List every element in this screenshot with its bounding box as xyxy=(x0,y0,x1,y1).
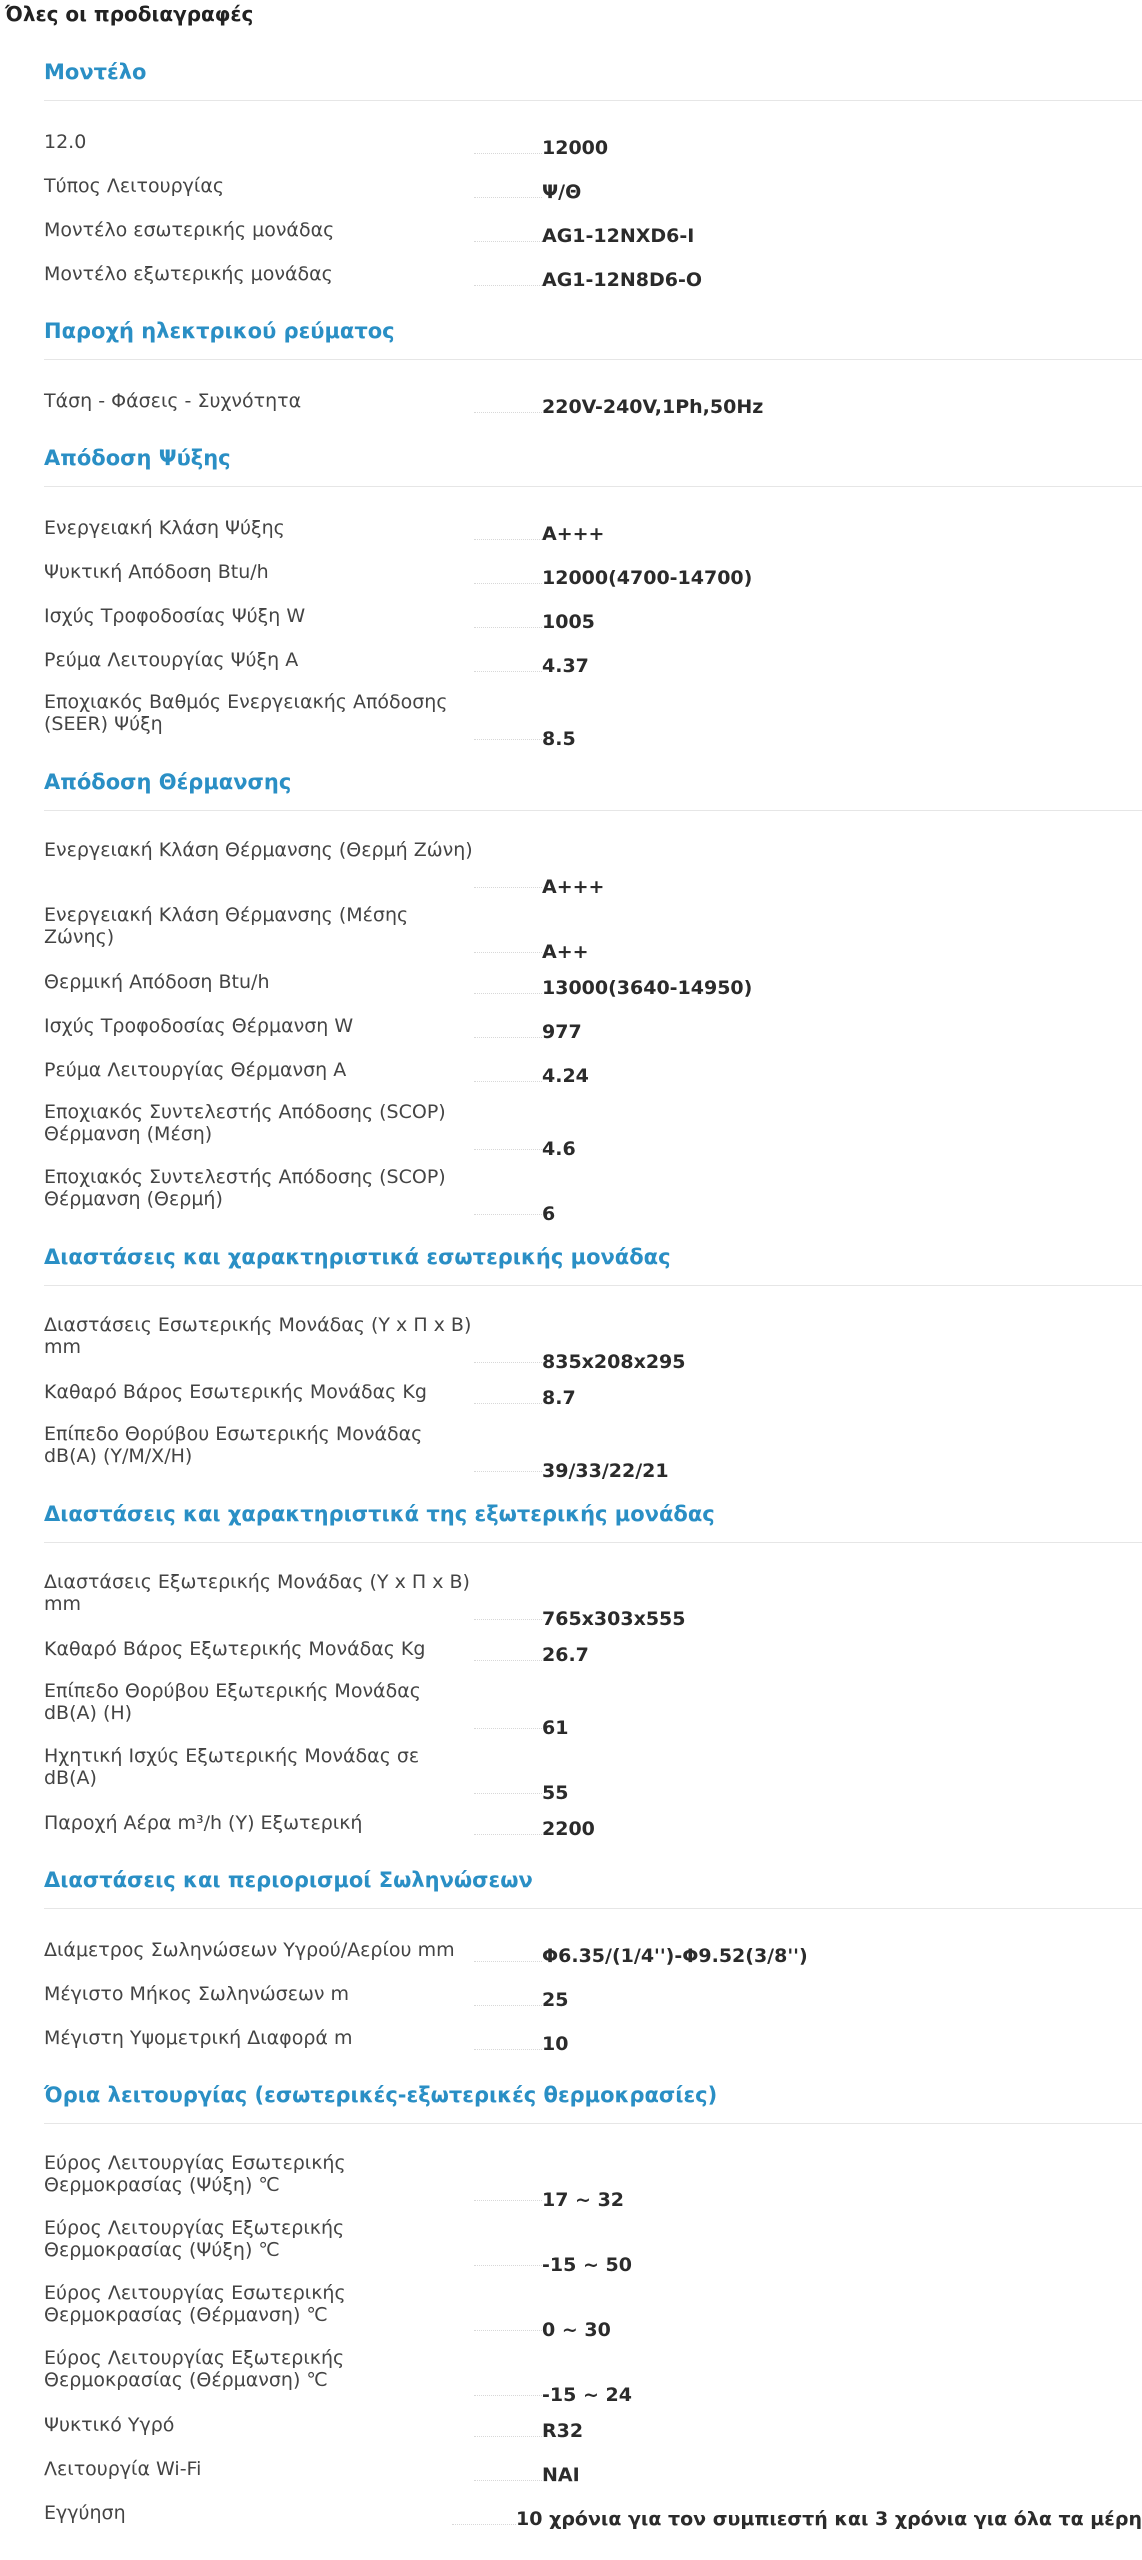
spec-row xyxy=(44,171,1142,215)
spec-value: 220V-240V,1Ph,50Hz xyxy=(542,396,764,418)
spec-row xyxy=(44,689,1142,754)
page-title: Όλες οι προδιαγραφές xyxy=(5,2,254,26)
spec-row xyxy=(44,1011,1142,1055)
specifications-list xyxy=(44,44,1142,2542)
spec-section xyxy=(44,303,1142,430)
spec-row xyxy=(44,645,1142,689)
dotted-leader xyxy=(474,887,542,888)
dotted-leader xyxy=(474,241,542,242)
spec-value: -15 ~ 50 xyxy=(542,2254,632,2276)
spec-value: AG1-12N8D6-O xyxy=(542,269,702,291)
dotted-leader xyxy=(474,153,542,154)
spec-row xyxy=(44,1164,1142,1229)
spec-section xyxy=(44,1486,1142,1852)
spec-value: 765x303x555 xyxy=(542,1608,686,1630)
spec-value: 12000(4700-14700) xyxy=(542,567,753,589)
section-title: Διαστάσεις και χαρακτηριστικά εσωτερικής μονάδας xyxy=(44,1229,1142,1286)
spec-value: A++ xyxy=(542,941,589,963)
spec-value: Φ6.35/(1/4'')-Φ9.52(3/8'') xyxy=(542,1945,808,1967)
dotted-leader xyxy=(474,1081,542,1082)
spec-row xyxy=(44,1377,1142,1421)
spec-label: Μοντέλο εξωτερικής μονάδας xyxy=(44,263,333,285)
spec-row xyxy=(44,1312,1142,1377)
spec-section xyxy=(44,430,1142,754)
spec-value: 25 xyxy=(542,1989,569,2011)
section-title: Όρια λειτουργίας (εσωτερικές-εξωτερικές θερμοκρασίες) xyxy=(44,2067,1142,2124)
spec-label: Επίπεδο Θορύβου Εξωτερικής Μονάδας dB(A) (Η) xyxy=(44,1680,421,1724)
spec-label: Ηχητική Ισχύς Εξωτερικής Μονάδας σε dB(A) xyxy=(44,1745,420,1789)
spec-label: 12.0 xyxy=(44,131,87,153)
spec-row xyxy=(44,557,1142,601)
spec-value: R32 xyxy=(542,2420,584,2442)
spec-label: Εγγύηση xyxy=(44,2502,126,2524)
spec-value: 4.24 xyxy=(542,1065,589,1087)
spec-row xyxy=(44,2280,1142,2345)
spec-value: 39/33/22/21 xyxy=(542,1460,669,1482)
spec-label: Διάμετρος Σωληνώσεων Υγρού/Αερίου mm xyxy=(44,1939,455,1961)
dotted-leader xyxy=(474,952,542,953)
spec-value: 17 ~ 32 xyxy=(542,2189,625,2211)
spec-label: Καθαρό Βάρος Εξωτερικής Μονάδας Kg xyxy=(44,1638,426,1660)
section-title: Διαστάσεις και χαρακτηριστικά της εξωτερικής μονάδας xyxy=(44,1486,1142,1543)
spec-label: Ρεύμα Λειτουργίας Ψύξη A xyxy=(44,649,299,671)
spec-value: 4.37 xyxy=(542,655,589,677)
spec-value: 55 xyxy=(542,1782,569,1804)
dotted-leader xyxy=(474,1149,542,1150)
dotted-leader xyxy=(474,2330,542,2331)
section-title: Παροχή ηλεκτρικού ρεύματος xyxy=(44,303,1142,360)
spec-label: Ψυκτικό Υγρό xyxy=(44,2414,175,2436)
spec-value: 0 ~ 30 xyxy=(542,2319,611,2341)
spec-value: 1005 xyxy=(542,611,595,633)
section-title: Διαστάσεις και περιορισμοί Σωληνώσεων xyxy=(44,1852,1142,1909)
spec-label: Ενεργειακή Κλάση Ψύξης xyxy=(44,517,285,539)
dotted-leader xyxy=(474,2200,542,2201)
spec-row xyxy=(44,1743,1142,1808)
spec-label: Εύρος Λειτουργίας Εσωτερικής Θερμοκρασίας (Ψύξη) ℃ xyxy=(44,2152,346,2196)
spec-row xyxy=(44,1421,1142,1486)
dotted-leader xyxy=(474,2265,542,2266)
dotted-leader xyxy=(474,1362,542,1363)
spec-row xyxy=(44,2023,1142,2067)
spec-row xyxy=(44,902,1142,967)
dotted-leader xyxy=(474,539,542,540)
dotted-leader xyxy=(452,2524,516,2525)
dotted-leader xyxy=(474,1660,542,1661)
spec-row xyxy=(44,2345,1142,2410)
dotted-leader xyxy=(474,2436,542,2437)
dotted-leader xyxy=(474,993,542,994)
dotted-leader xyxy=(474,1471,542,1472)
dotted-leader xyxy=(474,1037,542,1038)
spec-section xyxy=(44,754,1142,1229)
spec-value: 26.7 xyxy=(542,1644,589,1666)
spec-label: Ισχύς Τροφοδοσίας Θέρμανση W xyxy=(44,1015,354,1037)
spec-row xyxy=(44,2150,1142,2215)
spec-row xyxy=(44,386,1142,430)
spec-value: 13000(3640-14950) xyxy=(542,977,753,999)
dotted-leader xyxy=(474,1619,542,1620)
spec-value: 61 xyxy=(542,1717,569,1739)
spec-row xyxy=(44,259,1142,303)
dotted-leader xyxy=(474,2480,542,2481)
spec-label: Διαστάσεις Εξωτερικής Μονάδας (Υ x Π x Β) mm xyxy=(44,1571,470,1615)
spec-value: 4.6 xyxy=(542,1138,576,1160)
spec-label: Ψυκτική Απόδοση Btu/h xyxy=(44,561,269,583)
spec-row xyxy=(44,2410,1142,2454)
spec-label: Μοντέλο εσωτερικής μονάδας xyxy=(44,219,335,241)
spec-label: Ρεύμα Λειτουργίας Θέρμανση A xyxy=(44,1059,347,1081)
spec-label: Λειτουργία Wi-Fi xyxy=(44,2458,202,2480)
dotted-leader xyxy=(474,1834,542,1835)
dotted-leader xyxy=(474,197,542,198)
spec-row xyxy=(44,601,1142,645)
spec-label: Τύπος Λειτουργίας xyxy=(44,175,225,197)
spec-value: 12000 xyxy=(542,137,609,159)
spec-value: 6 xyxy=(542,1203,556,1225)
spec-value: 977 xyxy=(542,1021,582,1043)
spec-label: Εποχιακός Συντελεστής Απόδοσης (SCOP) Θέρμανση (Μέση) xyxy=(44,1101,446,1145)
spec-value: ΝΑΙ xyxy=(542,2464,580,2486)
spec-row xyxy=(44,837,1142,902)
spec-value: 10 xyxy=(542,2033,569,2055)
spec-row xyxy=(44,127,1142,171)
spec-label: Παροχή Αέρα m³/h (Υ) Εξωτερική xyxy=(44,1812,363,1834)
spec-label: Εύρος Λειτουργίας Εσωτερικής Θερμοκρασίας (Θέρμανση) ℃ xyxy=(44,2282,346,2326)
dotted-leader xyxy=(474,1728,542,1729)
dotted-leader xyxy=(474,1214,542,1215)
spec-label: Τάση - Φάσεις - Συχνότητα xyxy=(44,390,302,412)
spec-value: AG1-12NXD6-I xyxy=(542,225,695,247)
spec-value: 10 χρόνια για τον συμπιεστή και 3 χρόνια για όλα τα μέρη xyxy=(516,2508,1142,2530)
dotted-leader xyxy=(474,1961,542,1962)
dotted-leader xyxy=(474,627,542,628)
spec-label: Ισχύς Τροφοδοσίας Ψύξη W xyxy=(44,605,306,627)
spec-label: Ενεργειακή Κλάση Θέρμανσης (Θερμή Ζώνη) xyxy=(44,839,473,861)
spec-value: 2200 xyxy=(542,1818,595,1840)
spec-row xyxy=(44,513,1142,557)
spec-row xyxy=(44,2215,1142,2280)
dotted-leader xyxy=(474,1793,542,1794)
spec-label: Επίπεδο Θορύβου Εσωτερικής Μονάδας dB(A) (Υ/Μ/Χ/Η) xyxy=(44,1423,423,1467)
dotted-leader xyxy=(474,285,542,286)
dotted-leader xyxy=(474,739,542,740)
spec-label: Μέγιστο Μήκος Σωληνώσεων m xyxy=(44,1983,350,2005)
spec-value: 8.5 xyxy=(542,728,576,750)
spec-section xyxy=(44,2067,1142,2542)
spec-value: 835x208x295 xyxy=(542,1351,686,1373)
spec-value: A+++ xyxy=(542,523,605,545)
spec-label: Καθαρό Βάρος Εσωτερικής Μονάδας Kg xyxy=(44,1381,427,1403)
section-title: Απόδοση Θέρμανσης xyxy=(44,754,1142,811)
dotted-leader xyxy=(474,412,542,413)
spec-row xyxy=(44,1569,1142,1634)
spec-row xyxy=(44,1055,1142,1099)
section-title: Μοντέλο xyxy=(44,44,1142,101)
spec-label: Μέγιστη Υψομετρική Διαφορά m xyxy=(44,2027,353,2049)
spec-label: Εύρος Λειτουργίας Εξωτερικής Θερμοκρασίας (Θέρμανση) ℃ xyxy=(44,2347,345,2391)
spec-row xyxy=(44,215,1142,259)
spec-label: Θερμική Απόδοση Btu/h xyxy=(44,971,270,993)
spec-label: Εύρος Λειτουργίας Εξωτερικής Θερμοκρασίας (Ψύξη) ℃ xyxy=(44,2217,345,2261)
section-title: Απόδοση Ψύξης xyxy=(44,430,1142,487)
spec-row xyxy=(44,2498,1142,2542)
spec-row xyxy=(44,1808,1142,1852)
spec-section xyxy=(44,1852,1142,2067)
spec-row xyxy=(44,1678,1142,1743)
spec-row xyxy=(44,2454,1142,2498)
spec-value: -15 ~ 24 xyxy=(542,2384,632,2406)
spec-section xyxy=(44,44,1142,303)
spec-section xyxy=(44,1229,1142,1486)
spec-label: Εποχιακός Συντελεστής Απόδοσης (SCOP) Θέρμανση (Θερμή) xyxy=(44,1166,446,1210)
dotted-leader xyxy=(474,583,542,584)
dotted-leader xyxy=(474,671,542,672)
spec-value: Ψ/Θ xyxy=(542,181,582,203)
spec-row xyxy=(44,1979,1142,2023)
spec-label: Ενεργειακή Κλάση Θέρμανσης (Μέσης Ζώνης) xyxy=(44,904,409,948)
dotted-leader xyxy=(474,2005,542,2006)
spec-row xyxy=(44,1935,1142,1979)
dotted-leader xyxy=(474,1403,542,1404)
spec-value: A+++ xyxy=(542,876,605,898)
spec-row xyxy=(44,1634,1142,1678)
spec-value: 8.7 xyxy=(542,1387,576,1409)
spec-row xyxy=(44,1099,1142,1164)
spec-label: Διαστάσεις Εσωτερικής Μονάδας (Υ x Π x Β) mm xyxy=(44,1314,472,1358)
dotted-leader xyxy=(474,2395,542,2396)
dotted-leader xyxy=(474,2049,542,2050)
spec-row xyxy=(44,967,1142,1011)
spec-label: Εποχιακός Βαθμός Ενεργειακής Απόδοσης (SEER) Ψύξη xyxy=(44,691,448,735)
